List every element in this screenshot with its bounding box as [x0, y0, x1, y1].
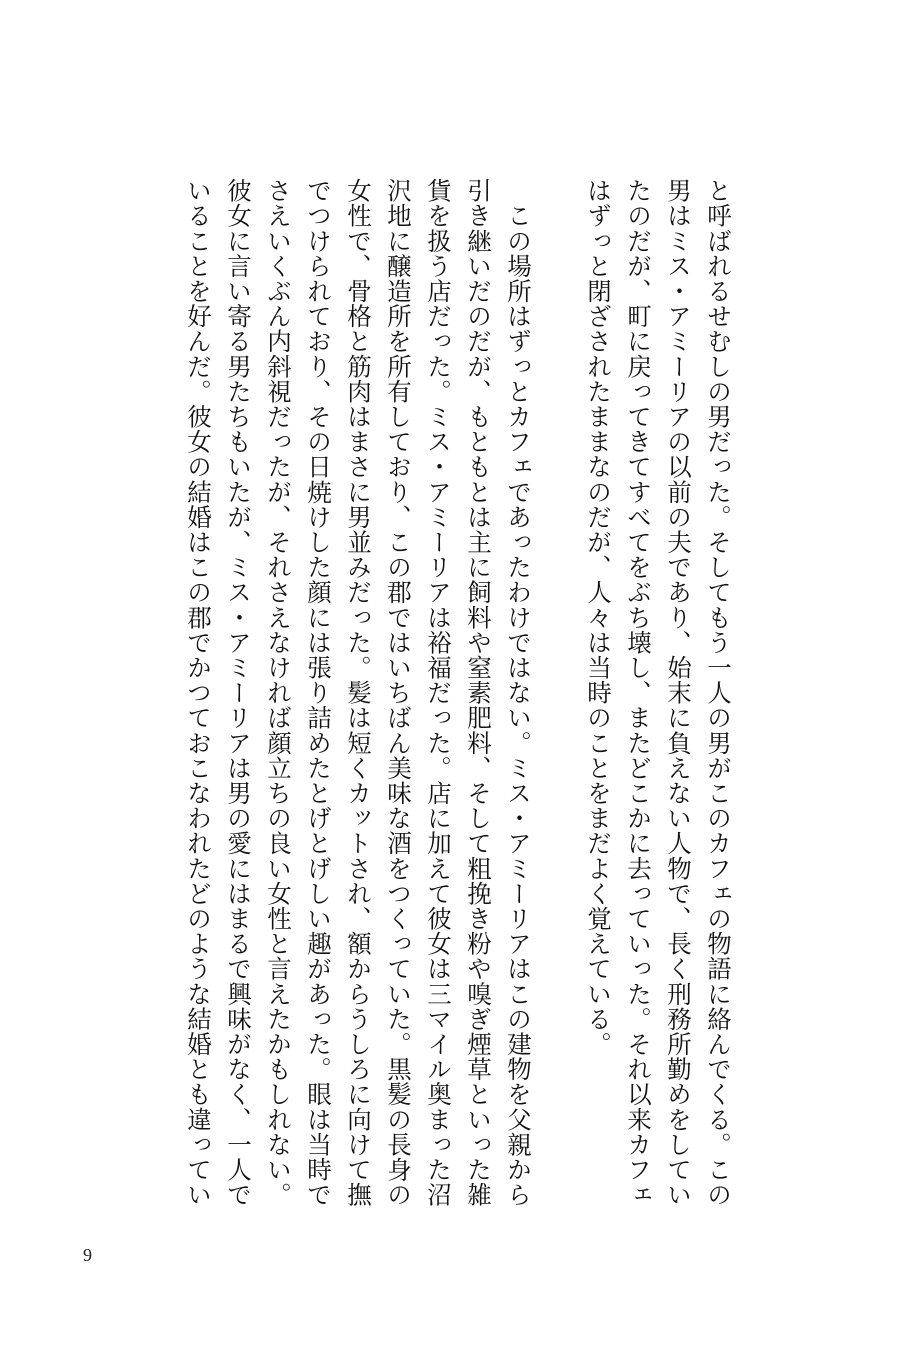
text-column: 引き継いだのだが、もともとは主に飼料や窒素肥料、そして粗挽き粉や嗅ぎ煙草といった雑	[464, 178, 493, 1208]
text-column: はずっと閉ざされたままなのだが、人々は当時のことをまだよく覚えている。	[584, 178, 613, 1057]
text-column: 男はミス・アミーリアの以前の夫であり、始末に負えない人物で、長く刑務所勤めをしてい	[664, 178, 693, 1208]
vertical-text-block	[178, 178, 738, 1208]
text-column: いることを好んだ。彼女の結婚はこの郡でかつておこなわれたどのような結婚とも違ってい	[184, 178, 213, 1208]
text-column: と呼ばれるせむしの男だった。そしてもう一人の男がこのカフェの物語に絡んでくる。この	[704, 178, 733, 1208]
text-column: たのだが、町に戻ってきてすべてをぶち壊し、またどこかに去っていった。それ以来カフェ	[624, 178, 653, 1208]
text-column: でつけられており、その日焼けした顔には張り詰めたとげとげしい趣があった。眼は当時で	[304, 178, 333, 1208]
text-column: さえいくぶん内斜視だったが、それさえなければ顔立ちの良い女性と言えたかもしれない。	[264, 178, 293, 1208]
page-number: 9	[83, 1245, 92, 1265]
text-column: 彼女に言い寄る男たちもいたが、ミス・アミーリアは男の愛にはまるで興味がなく、一人で	[224, 178, 253, 1208]
text-column: 沢地に醸造所を所有しており、この郡ではいちばん美味な酒をつくっていた。黒髪の長身の	[384, 178, 413, 1208]
paragraph-spacer	[538, 178, 578, 1183]
text-column: 女性で、骨格と筋肉はまさに男並みだった。髪は短くカットされ、額からうしろに向けて撫	[344, 178, 373, 1208]
text-column: この場所はずっとカフェであったわけではない。ミス・アミーリアはこの建物を父親から	[504, 178, 533, 1208]
text-column: 貨を扱う店だった。ミス・アミーリアは裕福だった。店に加えて彼女は三マイル奥まった沼	[424, 178, 453, 1208]
